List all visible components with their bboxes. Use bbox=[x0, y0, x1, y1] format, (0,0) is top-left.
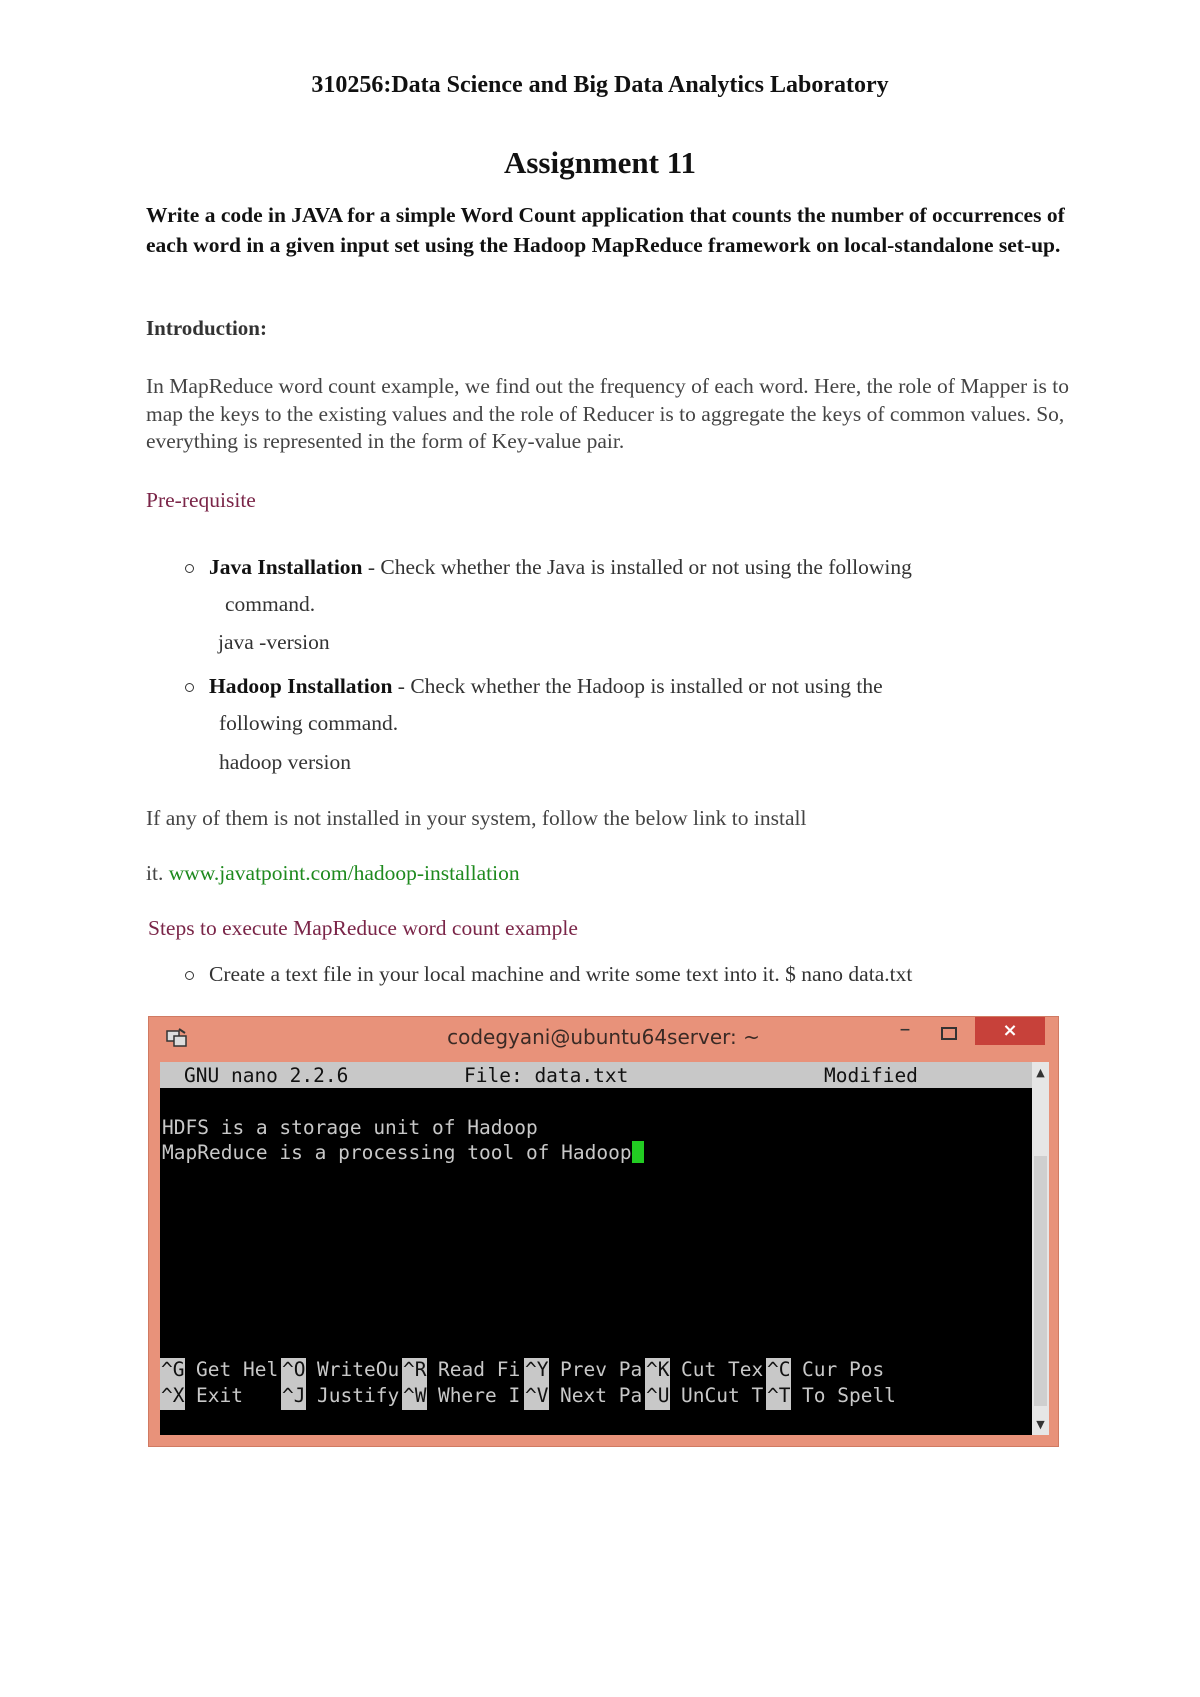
install-prefix: it. bbox=[146, 861, 169, 885]
scroll-up-icon[interactable]: ▲ bbox=[1036, 1066, 1045, 1079]
close-icon[interactable]: × bbox=[975, 1017, 1045, 1045]
shortcut-key: ^U bbox=[645, 1384, 670, 1410]
prereq-label: Hadoop Installation bbox=[209, 674, 393, 698]
intro-heading: Introduction: bbox=[146, 316, 267, 340]
task-statement: Write a code in JAVA for a simple Word Count application that counts the number of occurrences of each word in a given input set using the Hadoop MapReduce framework on local-standalone set-up. bbox=[146, 203, 1065, 257]
step-item-1 bbox=[209, 962, 912, 987]
shortcut-key: ^O bbox=[281, 1358, 306, 1384]
install-link[interactable]: www.javatpoint.com/hadoop-installation bbox=[168, 861, 520, 885]
course-title: 310256:Data Science and Big Data Analytics Laboratory bbox=[311, 72, 889, 98]
shortcut-key: ^V bbox=[524, 1384, 549, 1410]
shortcut-label: Get Hel bbox=[196, 1358, 279, 1381]
shortcut-label: Justify bbox=[317, 1384, 400, 1407]
prereq-text-cont: following command. bbox=[219, 711, 399, 735]
scroll-down-icon[interactable]: ▼ bbox=[1036, 1418, 1045, 1431]
prereq-text: - Check whether the Hadoop is installed or not using the bbox=[392, 674, 883, 698]
command-java-version: java -version bbox=[218, 630, 330, 654]
shortcut-label: Where I bbox=[438, 1384, 521, 1407]
steps-heading: Steps to execute MapReduce word count example bbox=[148, 916, 578, 940]
shortcut-key: ^T bbox=[766, 1384, 791, 1410]
editor-line-2 bbox=[162, 1141, 644, 1164]
shortcut-key: ^G bbox=[160, 1358, 185, 1384]
maximize-icon[interactable] bbox=[941, 1027, 957, 1040]
nano-status-bar bbox=[160, 1062, 1032, 1088]
bullet-circle-icon bbox=[185, 683, 194, 692]
prereq-heading: Pre-requisite bbox=[146, 488, 256, 512]
shortcut-key: ^K bbox=[645, 1358, 670, 1384]
prereq-item-java bbox=[209, 555, 912, 580]
prereq-text-cont: command. bbox=[225, 592, 316, 616]
terminal-area[interactable] bbox=[160, 1062, 1032, 1435]
shortcut-label: Exit bbox=[196, 1384, 279, 1407]
scroll-thumb[interactable] bbox=[1034, 1156, 1047, 1406]
shortcut-key: ^X bbox=[160, 1384, 185, 1410]
bullet-circle-icon bbox=[185, 564, 194, 573]
nano-version: GNU nano 2.2.6 bbox=[184, 1064, 349, 1087]
bullet-circle-icon bbox=[185, 971, 194, 980]
editor-line-1: HDFS is a storage unit of Hadoop bbox=[162, 1116, 538, 1139]
shortcut-key: ^J bbox=[281, 1384, 306, 1410]
editor-line-2-text: MapReduce is a processing tool of Hadoop bbox=[162, 1141, 632, 1164]
shortcut-label: Next Pa bbox=[560, 1384, 643, 1407]
shortcut-label: Cur Pos bbox=[802, 1358, 885, 1381]
shortcut-label: Read Fi bbox=[438, 1358, 521, 1381]
window-title: codegyani@ubuntu64server: ~ bbox=[447, 1025, 760, 1049]
shortcut-key: ^C bbox=[766, 1358, 791, 1384]
install-line bbox=[146, 861, 520, 886]
terminal-scrollbar[interactable] bbox=[1032, 1062, 1049, 1435]
step-text: Create a text file in your local machine and write some text into it. $ nano data.txt bbox=[209, 962, 913, 986]
shortcut-label: Prev Pa bbox=[560, 1358, 643, 1381]
shortcut-key: ^R bbox=[402, 1358, 427, 1384]
install-note: If any of them is not installed in your system, follow the below link to install bbox=[146, 806, 807, 830]
prereq-item-hadoop bbox=[209, 674, 883, 699]
shortcut-label: Cut Tex bbox=[681, 1358, 764, 1381]
shortcut-row-2 bbox=[160, 1384, 1032, 1410]
shortcut-label: UnCut T bbox=[681, 1384, 764, 1407]
minimize-icon[interactable]: – bbox=[899, 1017, 911, 1042]
command-hadoop-version: hadoop version bbox=[219, 750, 351, 774]
shortcut-label: WriteOu bbox=[317, 1358, 400, 1381]
shortcut-label: To Spell bbox=[802, 1384, 896, 1407]
terminal-screenshot bbox=[149, 1017, 1058, 1446]
assignment-title: Assignment 11 bbox=[503, 145, 697, 180]
prereq-text: - Check whether the Java is installed or not using the following bbox=[362, 555, 912, 579]
shortcut-row-1 bbox=[160, 1358, 1032, 1384]
text-cursor bbox=[632, 1141, 644, 1163]
shortcut-key: ^Y bbox=[524, 1358, 549, 1384]
intro-paragraph: In MapReduce word count example, we find out the frequency of each word. Here, the role of Mapper is to map the keys to the existing values and the role of Reducer is to aggregate the keys of common values. So, everything is represented in the form of Key-value pair. bbox=[146, 374, 1069, 453]
nano-modified: Modified bbox=[824, 1064, 918, 1087]
shortcut-key: ^W bbox=[402, 1384, 427, 1410]
prereq-label: Java Installation bbox=[209, 555, 363, 579]
nano-filename: File: data.txt bbox=[464, 1064, 629, 1087]
